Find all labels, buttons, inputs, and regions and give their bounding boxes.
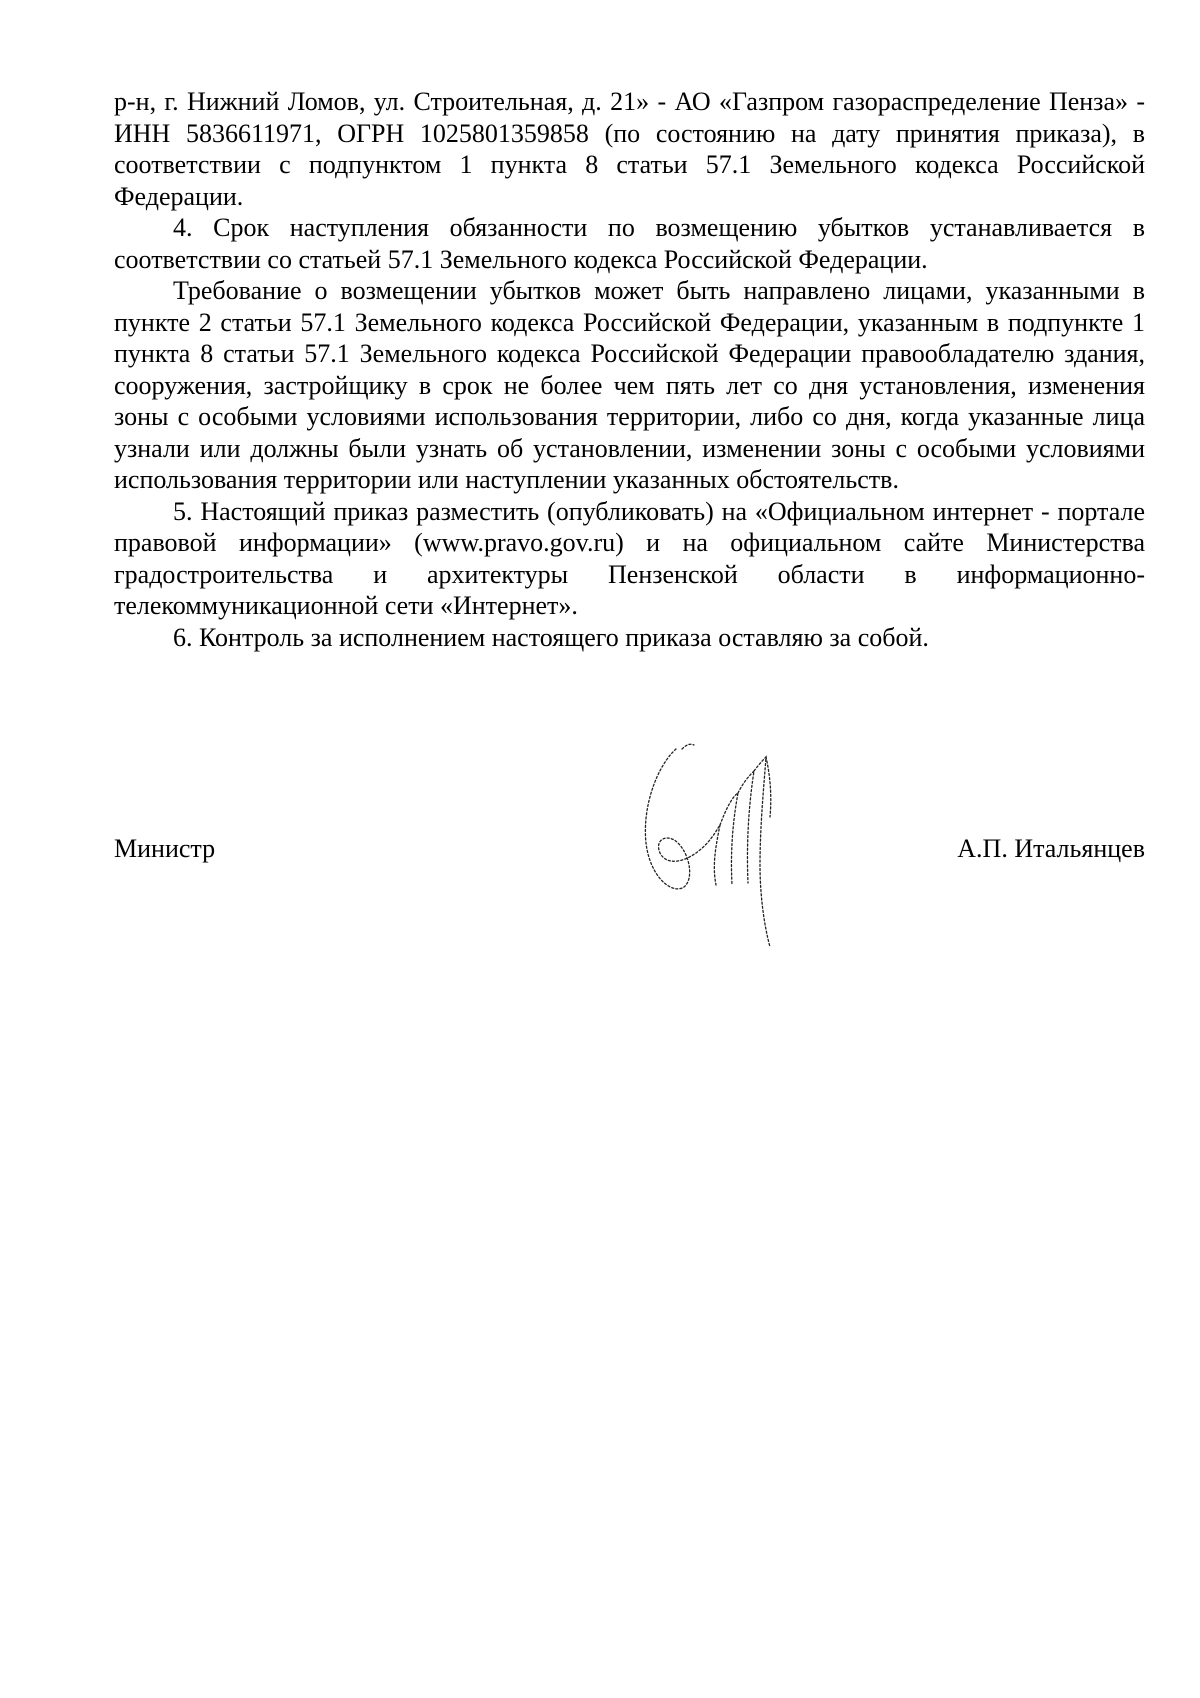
signer-position: Министр (114, 834, 216, 863)
signer-name: А.П. Итальянцев (957, 834, 1145, 863)
document-body (114, 86, 1145, 653)
paragraph-compensation-claim: Требование о возмещении убытков может быть направлено лицами, указанными в пункте 2 статьи 57.1 Земельного кодекса Российской Федерации, указанным в подпункте 1 пункта 8 статьи 57.1 Земельного кодекса Российской Федерации правообладателю здания, сооружения, застройщику в срок не более чем пять лет со дня установления, изменения зоны с особыми условиями использования территории, либо со дня, когда указанные лица узнали или должны были узнать об установлении, изменении зоны с особыми условиями использования территории или наступлении указанных обстоятельств. (114, 276, 1145, 494)
paragraph-item-5: 5. Настоящий приказ разместить (опубликовать) на «Официальном интернет - портале правовой информации» (www.pravo.gov.ru) и на официальном сайте Министерства градостроительства и архитектуры Пензенской области в информационно-телекоммуникационной сети «Интернет». (114, 496, 1145, 620)
paragraph-continuation: р-н, г. Нижний Ломов, ул. Строительная, д. 21» - АО «Газпром газораспределение Пенза» - ИНН 5836611971, ОГРН 1025801359858 (по состоянию на дату принятия приказа), в соответствии с подпунктом 1 пункта 8 статьи 57.1 Земельного кодекса Российской Федерации. (114, 87, 1145, 211)
handwritten-signature (624, 735, 824, 965)
paragraph-item-6: 6. Контроль за исполнением настоящего приказа оставляю за собой. (173, 622, 929, 652)
paragraph-item-4: 4. Срок наступления обязанности по возмещению убытков устанавливается в соответствии со статьей 57.1 Земельного кодекса Российской Федерации. (114, 213, 1145, 274)
signature-block (114, 735, 1145, 965)
